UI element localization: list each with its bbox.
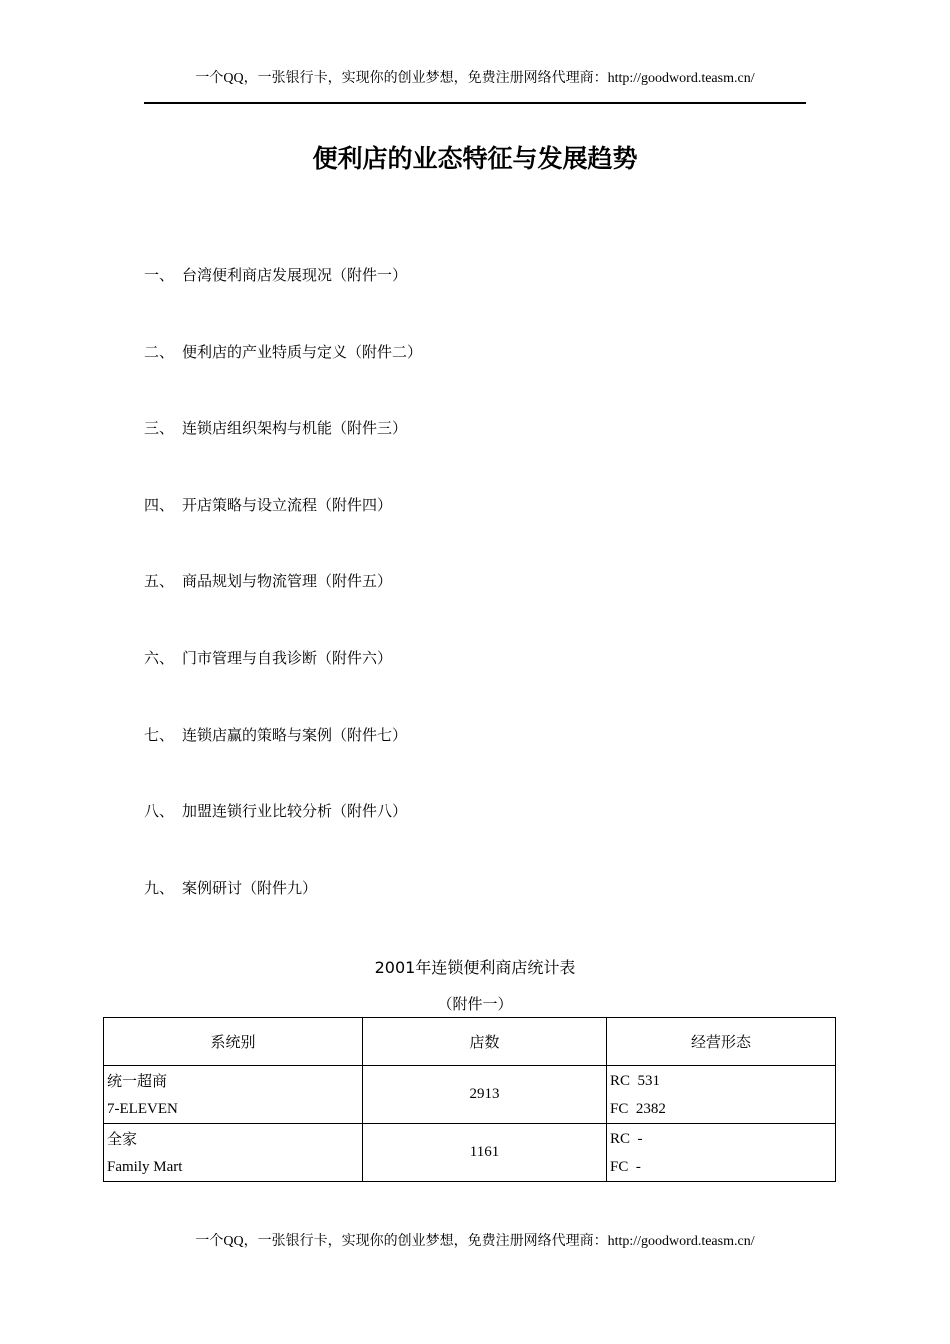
toc-item: [144, 341, 422, 362]
rc-value: RC 531: [610, 1072, 661, 1089]
toc-number: 二、: [144, 343, 175, 361]
toc-text: 开店策略与设立流程（附件四）: [182, 496, 393, 514]
cell-system: [104, 1066, 363, 1124]
toc-number: 七、: [144, 726, 175, 744]
cell-store-count: 2913: [363, 1066, 607, 1124]
fc-value: FC 2382: [610, 1100, 666, 1117]
toc-item: [144, 724, 407, 745]
rc-value: RC -: [610, 1130, 643, 1147]
table-subcaption: （附件一）: [437, 995, 513, 1013]
toc-number: 一、: [144, 266, 175, 284]
page-header: 一个QQ，一张银行卡，实现你的创业梦想，免费注册网络代理商：http://goodword.teasm.cn/: [195, 71, 755, 86]
system-name-en: Family Mart: [107, 1158, 183, 1175]
toc-item: [144, 264, 407, 285]
toc-number: 四、: [144, 496, 175, 514]
stats-table: [103, 1017, 836, 1182]
toc-item: [144, 877, 317, 898]
system-name-cn: 统一超商: [107, 1071, 168, 1090]
toc-text: 加盟连锁行业比较分析（附件八）: [182, 802, 408, 820]
system-name-en: 7-ELEVEN: [107, 1100, 178, 1117]
column-header-store-count: 店数: [363, 1018, 607, 1066]
toc-item: [144, 417, 407, 438]
toc-number: 八、: [144, 802, 175, 820]
toc-number: 三、: [144, 419, 175, 437]
table-caption: 2001年连锁便利商店统计表: [374, 958, 576, 977]
toc-text: 案例研讨（附件九）: [182, 879, 318, 897]
toc-item: [144, 800, 407, 821]
toc-item: [144, 570, 392, 591]
column-header-operation-type: 经营形态: [607, 1018, 836, 1066]
table-row: [104, 1124, 836, 1182]
column-header-system: 系统别: [104, 1018, 363, 1066]
toc-number: 六、: [144, 649, 175, 667]
header-divider: [144, 102, 806, 104]
table-row: [104, 1066, 836, 1124]
fc-value: FC -: [610, 1158, 641, 1175]
toc-text: 连锁店组织架构与机能（附件三）: [182, 419, 408, 437]
cell-operation-type: [607, 1066, 836, 1124]
toc-item: [144, 494, 392, 515]
document-title: 便利店的业态特征与发展趋势: [312, 144, 638, 173]
system-name-cn: 全家: [107, 1129, 138, 1148]
toc-item: [144, 647, 392, 668]
cell-store-count: 1161: [363, 1124, 607, 1182]
page-footer: 一个QQ，一张银行卡，实现你的创业梦想，免费注册网络代理商：http://goodword.teasm.cn/: [195, 1234, 755, 1249]
cell-system: [104, 1124, 363, 1182]
toc-text: 商品规划与物流管理（附件五）: [182, 572, 393, 590]
toc-text: 台湾便利商店发展现况（附件一）: [182, 266, 408, 284]
toc-number: 五、: [144, 572, 175, 590]
toc-number: 九、: [144, 879, 175, 897]
toc-text: 连锁店赢的策略与案例（附件七）: [182, 726, 408, 744]
toc-text: 便利店的产业特质与定义（附件二）: [182, 343, 423, 361]
cell-operation-type: [607, 1124, 836, 1182]
table-header-row: [104, 1018, 836, 1066]
toc-text: 门市管理与自我诊断（附件六）: [182, 649, 393, 667]
